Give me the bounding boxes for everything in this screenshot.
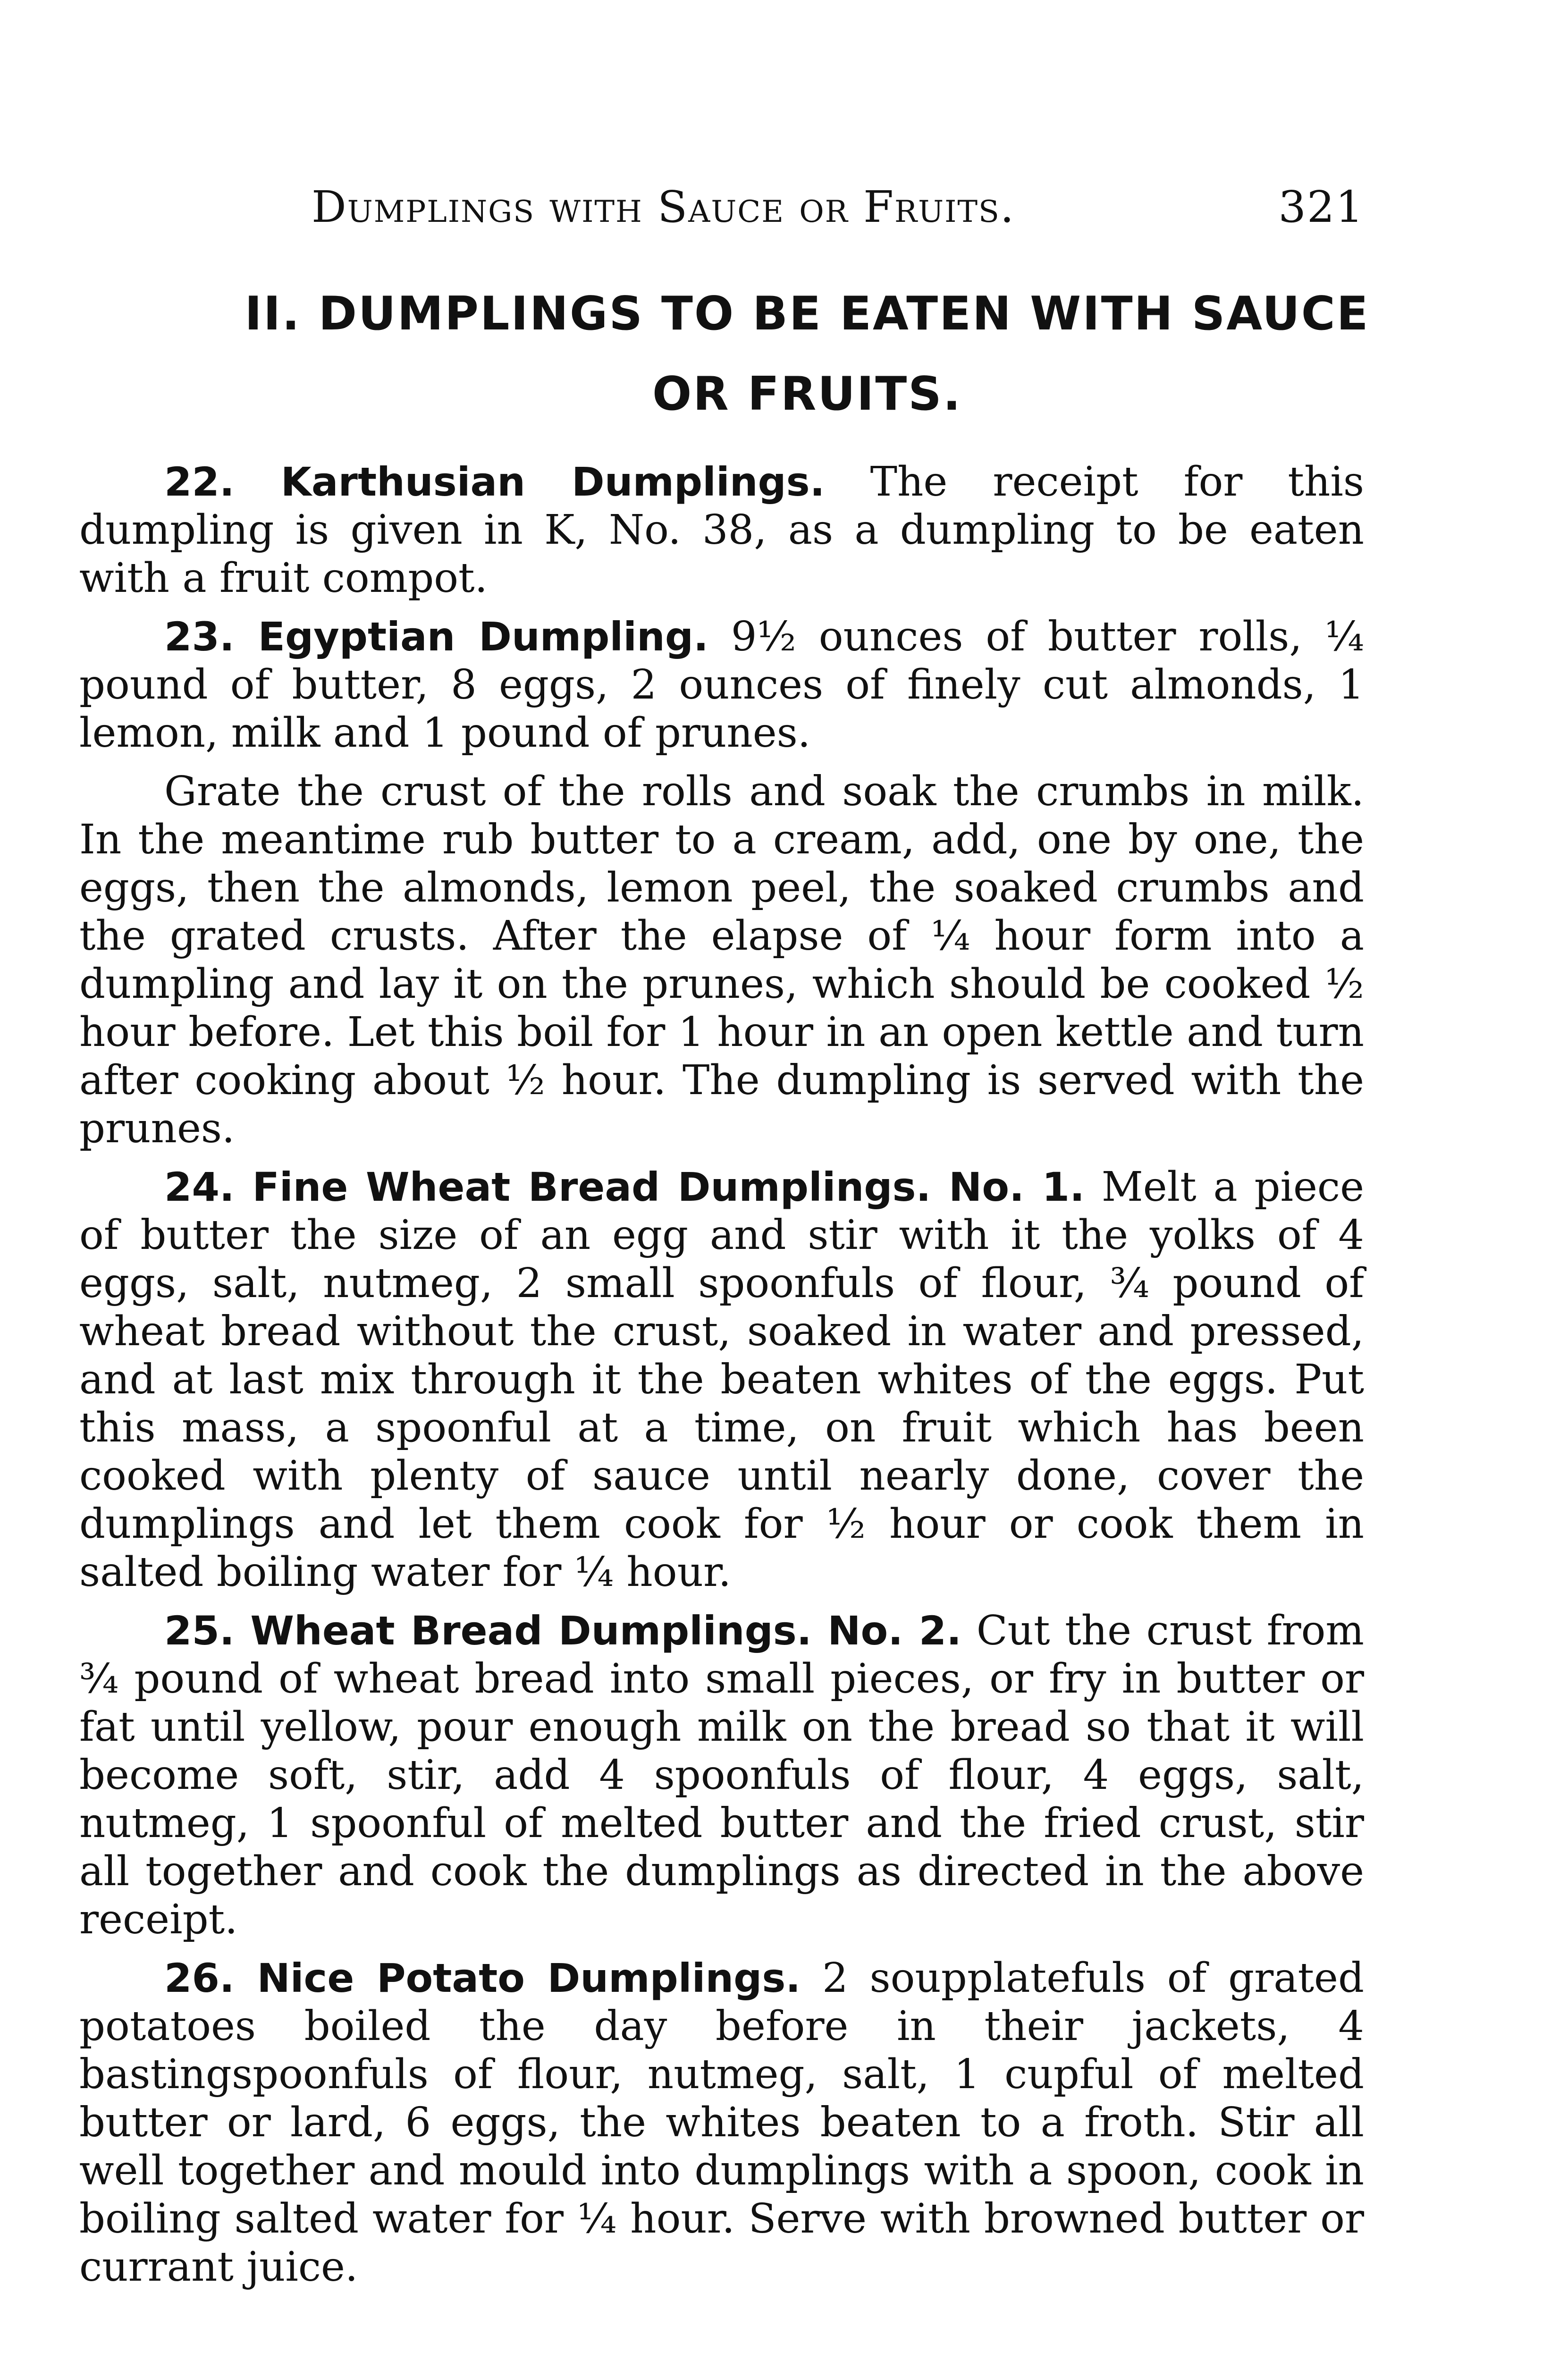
- recipe-22: [79, 458, 1364, 602]
- recipe-26: [79, 1954, 1364, 2291]
- recipe-heading: 26. Nice Potato Dumplings.: [164, 1955, 801, 2001]
- recipe-text: 2 soupplatefuls of grated potatoes boiled the day before in their jackets, 4 bastingspoonfuls of flour, nutmeg, salt, 1 cupful of melted butter or lard, 6 eggs, the whites beaten to a froth. Stir all well together and mould into dumplings with a spoon, cook in boiling salted water for ¼ hour. Serve with browned butter or currant juice.: [79, 1955, 1365, 2291]
- recipe-text: Cut the crust from ¾ pound of wheat bread into small pieces, or fry in butter or fat until yellow, pour enough milk on the bread so that it will become soft, stir, add 4 spoonfuls of flour, 4 eggs, salt, nutmeg, 1 spoonful of melted butter and the fried crust, stir all together and cook the dumplings as directed in the above receipt.: [79, 1607, 1364, 1943]
- recipe-heading: 25. Wheat Bread Dumplings. No. 2.: [164, 1608, 962, 1654]
- recipe-list: [79, 458, 1364, 2301]
- running-head: [312, 182, 1364, 248]
- section-heading-line-2: OR FRUITS.: [652, 367, 962, 421]
- recipe-heading: 23. Egyptian Dumpling.: [164, 614, 708, 660]
- recipe-23-method: Grate the crust of the rolls and soak the crumbs in milk. In the meantime rub butter to a cream, add, one by one, the eggs, then the almonds, lemon peel, the soaked crumbs and the grated crusts. After the elapse of ¼ hour form into a dumpling and lay it on the prunes, which should be cooked ½ hour before. Let this boil for 1 hour in an open kettle and turn after cooking about ½ hour. The dumpling is served with the prunes.: [79, 768, 1364, 1152]
- recipe-text: Melt a piece of butter the size of an egg and stir with it the yolks of 4 eggs, salt, nutmeg, 2 small spoonfuls of flour, ¾ pound of wheat bread without the crust, soaked in water and pressed, and at last mix through it the beaten whites of the eggs. Put this mass, a spoonful at a time, on fruit which has been cooked with plenty of sauce until nearly done, cover the dumplings and let them cook for ½ hour or cook them in salted boiling water for ¼ hour.: [79, 1163, 1364, 1596]
- recipe-23: [79, 613, 1364, 757]
- running-head-title: Dumplings with Sauce or Fruits.: [312, 182, 1015, 232]
- section-heading-line-1: II. DUMPLINGS TO BE EATEN WITH SAUCE: [244, 287, 1370, 341]
- recipe-heading: 24. Fine Wheat Bread Dumplings. No. 1.: [164, 1164, 1085, 1210]
- recipe-text: The receipt for this dumpling is given in K, No. 38, as a dumpling to be eaten with a fruit compot.: [79, 458, 1364, 602]
- recipe-text: 9½ ounces of butter rolls, ¼ pound of butter, 8 eggs, 2 ounces of finely cut almonds, 1 lemon, milk and 1 pound of prunes.: [79, 613, 1364, 757]
- recipe-heading: 22. Karthusian Dumplings.: [164, 459, 825, 505]
- page-number: 321: [1278, 182, 1364, 232]
- recipe-24: [79, 1163, 1364, 1596]
- recipe-25: [79, 1607, 1364, 1944]
- section-heading: [170, 274, 1444, 434]
